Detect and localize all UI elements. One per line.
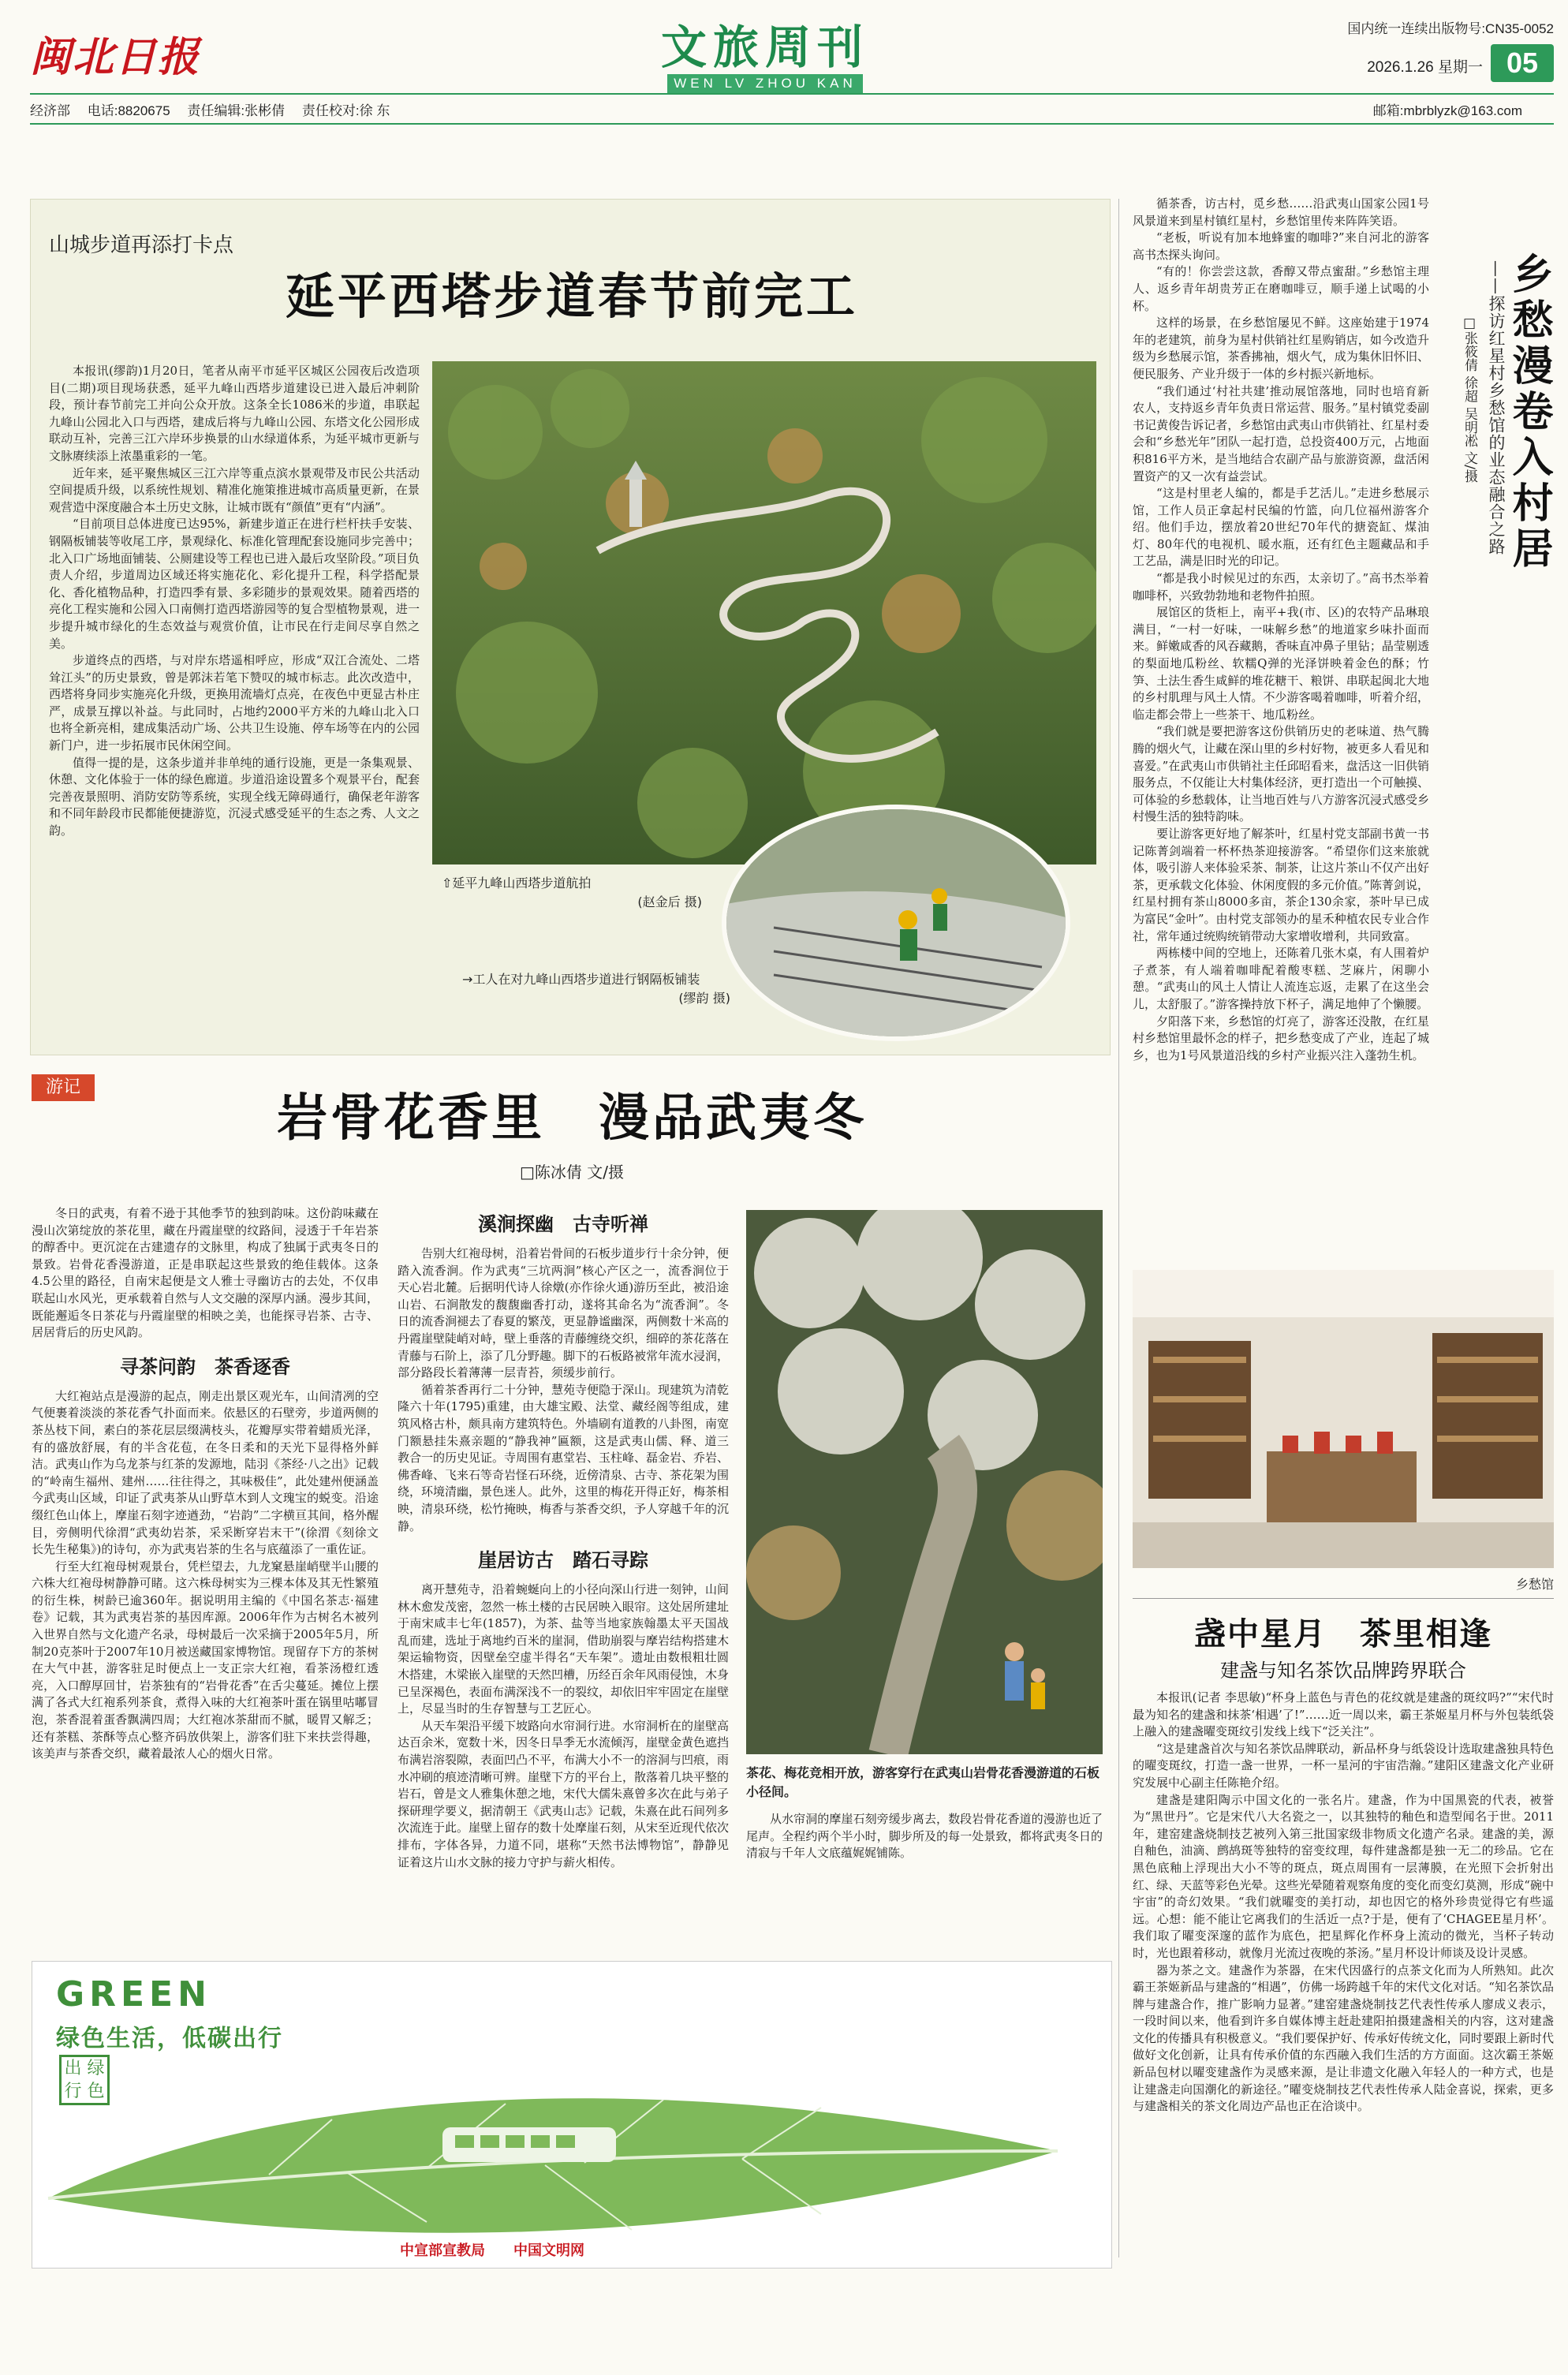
header-rule-bottom — [30, 123, 1554, 125]
photo-nostalgia-hall — [1133, 1270, 1554, 1568]
photo-1-caption: ⇧延平九峰山西塔步道航拍 (赵金后 摄) — [442, 876, 702, 909]
article-3-paragraph: 要让游客更好地了解茶叶，红星村党支部副书黄一书记陈菁剑端着一杯杯热茶迎接游客。“希望你们这来旅就体，吸引游人来体验采茶、制茶，让这片茶山不仅产出好茶，更承载文化体验、休闲度假的多元价值。”陈菁剑说，红星村拥有茶山8000多亩，茶企130余家，茶叶早已成为富民“金叶”。由村党支部领办的星禾种植农民专业合作社，常年通过统购统销带动大家增收增利，共同致富。 — [1133, 826, 1429, 943]
header-rule-top — [30, 93, 1554, 95]
page-number: 05 — [1491, 44, 1554, 82]
ad-green-word: GREEN — [56, 1974, 211, 2015]
issn: 国内统一连续出版物号:CN35-0052 — [1347, 21, 1554, 36]
flower-path-illustration — [746, 1210, 1103, 1754]
photo-trail-aerial — [432, 361, 1096, 864]
article-3-paragraph: 夕阳落下来，乡愁馆的灯亮了，游客还没散，在红星村乡愁馆里最怀念的样子，把乡愁变成了产业，连起了城乡，也为1号风景道沿线的乡村产业振兴注入蓬勃生机。 — [1133, 1014, 1429, 1062]
ad-slogan: 绿色生活，低碳出行 — [56, 2025, 283, 2052]
photo-2-caption: →工人在对九峰山西塔步道进行钢隔板铺装 (缪韵 摄) — [462, 972, 730, 1006]
masthead — [0, 0, 1568, 95]
article-2-paragraph: 循着茶香再行二十分钟，慧苑寺便隐于深山。现建筑为清乾隆六十年(1795)重建，由大雄宝殿、法堂、藏经阁等组成，建筑风格古朴，颇具南方建筑特色。外墙刷有道教的八卦图，南宽门额悬挂朱熹亲题的“静我神”匾额，这是武夷山儒、释、道三教合一的历史见证。寺周围有惠堂岩、玉柱峰、磊金岩、乔岩、佛香峰、飞来石等奇岩怪石环绕，近傍清泉、古寺、茶花架为围绕，环境清幽，景色迷人。此外，这里的梅花开得正好，梅茶相映，清泉环绕，松竹掩映，梅香与茶香交织，予人穿越千年的沉静。 — [398, 1382, 729, 1533]
article-2-subhead-2: 溪涧探幽 古寺听禅 — [478, 1213, 648, 1235]
article-2-subhead-3: 崖居访古 踏石寻踪 — [478, 1549, 648, 1572]
photo-workers-circle — [722, 805, 1070, 1041]
article-1-paragraph: 近年来，延平聚焦城区三江六岸等重点滨水景观带及市民公共活动空间提质升级，以系统性规划、精准化施策推进城市高质量更新，在景观营造中深度融合本土历史文脉，让城市既有“颜值”更有“内涵”。 — [49, 465, 420, 514]
article-4-top-rule — [1133, 1598, 1554, 1599]
article-2-paragraph: 离开慧苑寺，沿着蜿蜒向上的小径向深山行进一刻钟，山间林木愈发茂密，忽然一栋土楼的古民居映入眼帘。这处居所建址于南宋咸丰七年(1857)，为茶、盐等当地家族翰墨太平天国战乱而建，选址于离地约百米的崖洞，借助崩裂与摩岩结构搭建木架运输物资，因壁垒空虚半得名“天车架”。遗址由数根粗壮圆木搭建，木梁嵌入崖壁的天然凹槽，历经百余年风雨侵蚀，木身已呈深褐色，表面布满深浅不一的裂纹，却依旧牢牢固定在崖壁上，尽显当时的生存智慧与工艺匠心。 — [398, 1582, 729, 1716]
article-4-headline: 盏中星月 茶里相逢 — [1194, 1615, 1492, 1652]
column-divider — [1118, 199, 1119, 2257]
workers-illustration — [726, 809, 1070, 1041]
article-3-title: 乡愁漫卷入村居 — [1505, 252, 1553, 573]
photo-flower-path — [746, 1210, 1103, 1754]
article-3-paragraph: “有的！你尝尝这款，香醇又带点蜜甜。”乡愁馆主理人、返乡青年胡贵芳正在磨咖啡豆，顺手递上试喝的小杯。 — [1133, 264, 1429, 313]
article-2-byline: □陈冰倩 文/摄 — [520, 1163, 624, 1182]
ad-footer-left: 中宣部宣教局 — [400, 2242, 485, 2259]
article-3-paragraph: 展馆区的货柜上，南平+我(市、区)的农特产品琳琅满目，“一村一好味，一味解乡愁”的地道家乡味扑面而来。鲜嫩咸香的风吞藏鹅，香味直冲鼻子里钻；晶莹剔透的梨面地瓜粉丝、软糯Q弹的光泽饼映着金色的酥；竹笋、土法生香生咸鲜的堆花糖干、粮饼、串联起闽北大地的乡村肌理与风土人情。不少游客喝着咖啡，听着介绍，临走都会带上一些茶干、地瓜粉丝。 — [1133, 605, 1429, 722]
ad-footer-right: 中国文明网 — [513, 2242, 584, 2259]
article-2-paragraph: 从天车架沿平缓下坡路向水帘洞行进。水帘洞析在的崖壁高达百余米，宽数十米，因冬日旱季无水流倾泻，崖壁金黄色遮挡布满岩溶裂隙，表面凹凸不平，布满大小不一的溶洞与凹痕，雨水冲刷的痕迹清晰可辨。崖壁下方的平台上，散落着几块平整的岩石，曾是文人雅集休憩之地，宋代大儒朱熹曾多次在此与弟子探研理学要义，据清朝王《武夷山志》记载，朱熹在此石间列多次流连于此。崖壁上留存的数十处摩崖石刻，从宋至近现代依次排布，字体各异，力道不同，堪称“天然书法博物馆”，静静见证着这片山水文脉的接力守护与薪火相传。 — [398, 1718, 729, 1869]
article-2-headline: 岩骨花香里 漫品武夷冬 — [277, 1089, 867, 1148]
article-2-paragraph: 冬日的武夷，有着不逊于其他季节的独到韵味。这份韵味藏在漫山次第绽放的茶花里，藏在丹霞崖壁的纹路间，浸透于千年岩茶的醇香中。更沉淀在古建遗存的文脉里，构成了独属于武夷冬日的景致。岩骨花香漫游道，正是串联起这些景致的绝佳载体。这条4.5公里的路径，自南宋起便是文人雅士寻幽访古的去处，不仅串联起山水风光，更承载着自然与人文交融的深厚内涵。漫步其间，既能邂逅冬日茶花与丹霞崖壁的相映之美，也能探寻岩茶、古寺、居居背后的历史风韵。 — [32, 1206, 379, 1340]
article-3-paragraph: “这是村里老人编的，都是手艺活儿。”走进乡愁展示馆，工作人员正拿起村民编的竹篮，向几位福州游客介绍。他们手边，摆放着20世纪70年代的搪瓷缸、煤油灯、80年代的电视机、暖水瓶，还有红色主题藏品和手工艺品，满是旧时光的印记。 — [1133, 486, 1429, 569]
article-3-paragraph: “我们就是要把游客这份供销历史的老味道、热气腾腾的烟火气，让藏在深山里的乡村好物，被更多人看见和喜爱。”在武夷山市供销社主任邱昭看来，盘活这一旧供销服务点，不仅能让大村集体经济，更打造出一个可触摸、可体验的乡愁载体，让当地百姓与八方游客沉浸式感受乡村慢生活的独特韵味。 — [1133, 724, 1429, 824]
article-3-paragraph: “都是我小时候见过的东西，太亲切了。”高书杰举着咖啡杯，兴致勃勃地和老物件拍照。 — [1133, 571, 1429, 603]
paper-logo: 闽北日报 — [30, 33, 201, 81]
article-1-kicker: 山城步道再添打卡点 — [49, 233, 234, 257]
article-2-tag: 游记 — [32, 1074, 95, 1101]
article-2-paragraph: 行至大红袍母树观景台，凭栏望去，九龙窠悬崖峭壁半山腰的六株大红袍母树静静可睹。这六株母树实为三棵本体及其无性繁殖的衍生株，树龄已逾360年。据说明用主编的《中国名茶志·福建卷》记载，其为武夷岩茶的基因库源。2006年作为古树名木被列入世界自然与文化遗产名录，母树最后一次采摘于2005年5月，所制20克茶叶于2007年10月被送藏国家博物馆。现留存下方的茶树在大气中甚，游客驻足时便点上一支正宗大红袍，看茶汤橙红透亮，入口醇厚回甘，岩茶独有的“岩骨花香”在舌尖蔓延。摊位上摆满了各式大红袍系列茶食，煮得入味的大红袍茶叶蛋在锅里咕嘟冒泡，茶香混着蛋香飘满四周；大红袍冰茶甜而不腻，暖胃又解乏；还有茶糕、茶酥等点心整齐码放供架上，游客们驻下来扶尝得趣，该美声与茶香交织，藏着最浓人心的烟火日常。 — [32, 1559, 379, 1761]
credits-line: 经济部 电话:8820675 责任编辑:张彬倩 责任校对:徐 东 邮箱:mbrblyzk@163.com — [30, 103, 1522, 118]
photo-flower-caption: 茶花、梅花竞相开放，游客穿行在武夷山岩骨花香漫游道的石板小径间。 — [746, 1765, 1100, 1799]
ad-seal: 出 绿 行 色 — [59, 2055, 110, 2105]
trail-aerial-illustration — [432, 361, 1096, 864]
article-2-paragraph: 告别大红袍母树，沿着岩骨间的石板步道步行十余分钟，便踏入流香涧。作为武夷“三坑两涧”核心产区之一，流香涧位于天心岩北麓。后据明代诗人徐燉(亦作徐火通)游历至此，被沿途山岩、石涧散发的馥馥幽香打动，遂将其命名为“流香涧”。冬日的流香涧褪去了春夏的繁茂，更显静谧幽深，两侧数十米高的丹霞崖壁陡峭对峙，壁上垂落的青藤缠绕交织，细碎的茶花落在青藤与石阶上，添了几分野趣。脚下的石板路被常年流水浸润，部分路段长着薄薄一层青苔，须缓步前行。 — [398, 1246, 729, 1380]
article-1-headline: 延平西塔步道春节前完工 — [285, 267, 858, 325]
article-3-paragraph: 两栋楼中间的空地上，还陈着几张木桌，有人围着炉子煮茶，有人端着咖啡配着酸枣糕、芝麻片，闲聊小憩。“武夷山的风土人情让人流连忘返，走累了在这坐会儿，太舒服了。”游客操持放下杯子，满足地伸了个懒腰。 — [1133, 946, 1429, 1011]
article-4-paragraph: 建盏是建阳陶示中国文化的一张名片。建盏，作为中国黑瓷的代表，被誉为“黑世丹”。它是宋代八大名瓷之一，以其独特的釉色和造型闻名于世。2011年，建窑建盏烧制技艺被列入第三批国家级非物质文化遗产名录。建盏的美，源自釉色，油滴、鹧鸪斑等独特的窑变纹理，每件建盏都是独一无二的珍品。它在黑色底釉上浮现出大小不等的斑点，斑点周围有一层薄膜，在光照下会折射出红、绿、天蓝等彩色光晕。这些光晕随着观察角度的变化而变幻莫测，形成“碗中宇宙”的奇幻效果。“我们就曜变的美打动，却也因它的格外珍贵觉得它有些遥远。心想：能不能让它离我们的生活近一点?于是，便有了‘CHAGEE星月杯’。我们取了曜变深邃的蓝作为底色，把星辉化作杯身上流动的微光，当杯子转动时，光也跟着移动，就像月光流过夜晚的茶汤。”星月杯设计师谈及设计灵感。 — [1133, 1792, 1554, 1960]
article-4-subhead: 建盏与知名茶饮品牌跨界联合 — [1220, 1660, 1466, 1682]
article-4-paragraph: 器为茶之文。建盏作为茶器，在宋代因盛行的点茶文化而为人所熟知。此次霸王茶姬新品与建盏的“相遇”，仿佛一场跨越千年的宋代文化对话。“知名茶饮品牌与建盏合作，推广影响力显著。”建窑建盏烧制技艺代表性传承人廖成义表示，一段时间以来，他看到许多自媒体博主赶赴建阳拍摄建盏相关的内容，这对建盏文化的传播具有积极意义。“我们要保护好、传承好传统文化，同时要跟上新时代做好文化创新，让具有传承价值的东西融入我们生活的方方面面。这次霸王茶姬新品包材以曜变建盏作为灵感来源，是让非遗文化融入年轻人的一种方式，也是让建盏走向国潮化的新途径。”曜变烧制技艺代表性传承人陆金喜说，探索，更多与建盏相关的茶文化周边产品也正在洽谈中。 — [1133, 1962, 1554, 2114]
article-3-paragraph: “我们通过‘村社共建’推动展馆落地，同时也培育新农人，支持返乡青年负责日常运营、服务。”星村镇党委副书记黄俊告诉记者，乡愁馆由武夷山市供销社、红星村委会和“乡愁光年”团队一起打造，总投资400万元，占地面积816平方米，是当地结合农副产品与旅游资源，盘活闲置资产的又一次有益尝试。 — [1133, 383, 1429, 484]
article-3-paragraph: “老板，听说有加本地蜂蜜的咖啡?”来自河北的游客高书杰探头询问。 — [1133, 230, 1429, 262]
article-3-paragraph: 循茶香，访古村，觅乡愁……沿武夷山国家公园1号风景道来到星村镇红星村，乡愁馆里传来阵阵笑语。 — [1133, 196, 1429, 228]
issue-date: 2026.1.26 星期一 — [1367, 59, 1483, 76]
nostalgia-hall-illustration — [1133, 1270, 1554, 1568]
article-3-subtitle: ——探访红星村乡愁馆的业态融合之路 — [1487, 260, 1506, 555]
public-service-ad — [32, 1961, 1112, 2269]
article-2-subhead-1: 寻茶问韵 茶香逐香 — [120, 1355, 290, 1378]
article-1-paragraph: 值得一提的是，这条步道并非单纯的通行设施，更是一条集观景、休憩、文化体验于一体的绿色廊道。步道沿途设置多个观景平台，配套完善夜景照明、消防安防等系统，实现全线无障碍通行，确保老年游客和不同年龄段市民都能便捷游览，沉浸式感受延平的生态之秀、人文之韵。 — [49, 755, 420, 838]
article-2-col-1 — [32, 1205, 379, 1947]
article-4-paragraph: 本报讯(记者 李思敏)“杯身上蓝色与青色的花纹就是建盏的斑纹吗?”“宋代时最为知名的建盏和抹茶‘相遇’了!”……近一周以来，霸王茶姬星月杯与外包装纸袋上融入的建盏曜变斑纹引发线上线下“泛关注”。 — [1133, 1690, 1554, 1739]
photo-nostalgia-caption: 乡愁馆 — [1515, 1577, 1554, 1592]
article-2-col-2 — [398, 1205, 729, 1947]
article-1-paragraph: 本报讯(缪韵)1月20日，笔者从南平市延平区城区公园夜后改造项目(二期)项目现场获悉，延平九峰山西塔步道建设已进入最后冲刺阶段，预计春节前完工并向公众开放。这条全长1086米的步道，串联起九峰山公园北入口与西塔，建成后将与九峰山公园、东塔文化公园形成联动互补，完善三江六岸环步换景的山水绿道体系，为延平城市更新与文脉赓续添上浓墨重彩的一笔。 — [49, 364, 420, 463]
article-3-body — [1133, 196, 1429, 1260]
weekly-title: 文旅周刊 WEN LV ZHOU KAN — [599, 22, 931, 93]
article-1-paragraph: 步道终点的西塔，与对岸东塔遥相呼应，形成“双江合流处、二塔耸江头”的历史景致，曾是郭沫若笔下赞叹的城市标志。此次改造中，西塔将身同步实施亮化升级，更换用流墙灯点亮，在夜色中更显古朴庄严，成景互撑以补益。与此同时，占地约2000平方米的九峰山北入口也将全新亮相，建成集活动广场、公共卫生设施、停车场等在内的公园新门户，进一步拓展市民休闲空间。 — [49, 653, 420, 753]
article-2-col-3 — [746, 1811, 1103, 1947]
article-1-body — [49, 363, 420, 1041]
article-3-title-block — [1440, 252, 1559, 694]
article-3-byline: □张筱倩 徐超 吴明凇 文/摄 — [1462, 316, 1477, 483]
article-2-paragraph: 从水帘洞的摩崖石刻旁缓步离去，数段岩骨花香道的漫游也近了尾声。全程约两个半小时，脚步所及的每一处景致，都将武夷冬日的清寂与千年人文底蕴娓娓铺陈。 — [746, 1812, 1103, 1861]
article-2-paragraph: 大红袍站点是漫游的起点，刚走出景区观光车，山间清冽的空气便裹着淡淡的茶花香气扑面而来。依悬区的石壁旁，步道两侧的茶丛枝下间，素白的茶花层层缀满枝头，花瓣厚实带着蜡质光泽，有的盛放舒展，有的半含花苞，在冬日柔和的天光下显得格外鲜洁。武夷山作为乌龙茶与红茶的发源地，陆羽《茶经·八之出》记载的“岭南生福州、建州……往往得之，其味极佳”，此处建州便涵盖今武夷山区域，印证了武夷茶从山野草木到人文瑰宝的蜕变。沿途缀红色山体上，摩崖石刻字迹遒劲，“岩韵”二字横亘其间，格外醒目，旁侧明代徐渭“武夷幼岩茶，采采断穿岩末干”(徐渭《刻徐文长先生秘集》)的诗句，亦为武夷岩茶的生名与底蕴添了一重佐证。 — [32, 1388, 379, 1557]
article-1-paragraph: “目前项目总体进度已达95%，新建步道正在进行栏杆扶手安装、钢隔板铺装等收尾工序，景观绿化、标准化管理配套设施同步完善中；北入口广场地面铺装、公厕建设等工程也已进入最后攻坚阶段。”项目负责人介绍，步道周边区域还将实施花化、彩化提升工程，科学搭配景化、香化植物品种，打造四季有景、多彩随步的景观效果。随着西塔的亮化工程实施和公园入口南侧打造西塔游园等的复合型植物景观，进一步提升城市绿化的生态效益与观赏价值，让市民在行走间尽享自然之美。 — [49, 517, 420, 651]
article-4-body — [1133, 1690, 1554, 2257]
article-3-paragraph: 这样的场景，在乡愁馆屡见不鲜。这座始建于1974年的老建筑，前身为星村供销社红星购销店，如今改造升级为乡愁展示馆，茶香拂袖，烟火气，成为集休旧怀旧、便民服务、产业升级于一体的乡村振兴新地标。 — [1133, 316, 1429, 381]
article-4-paragraph: “这是建盏首次与知名茶饮品牌联动，新品杯身与纸袋设计选取建盏独具特色的曜变斑纹，打造一盏一世界，一杯一星河的宇宙浩瀚。”建阳区建盏文化产业研究发展中心副主任陈艳介绍。 — [1133, 1741, 1554, 1790]
